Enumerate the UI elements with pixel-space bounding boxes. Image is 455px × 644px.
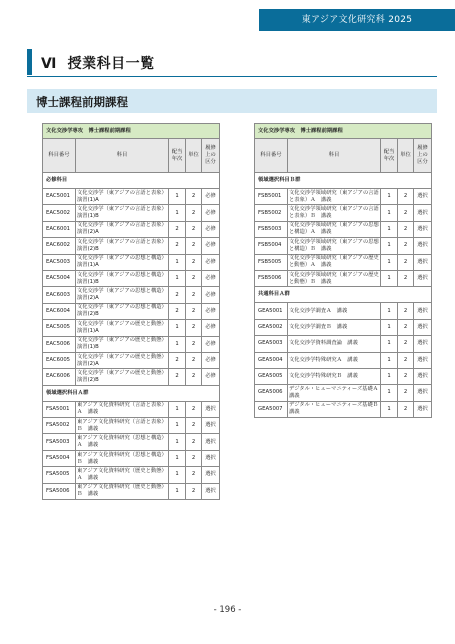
- course-units: 2: [186, 287, 202, 303]
- table-row: [255, 401, 432, 417]
- chapter-number: Ⅵ: [41, 56, 57, 72]
- course-code: FSA5005: [43, 467, 76, 483]
- course-name: 文化交渉学（東アジアの思想と構造）演習(1)A: [76, 254, 169, 270]
- course-year: 1: [169, 336, 186, 352]
- table-row: [43, 303, 220, 319]
- course-year: 1: [169, 418, 186, 434]
- table-title-row: [255, 124, 432, 139]
- course-code: EAC6005: [43, 352, 76, 368]
- course-year: 1: [381, 221, 398, 237]
- course-name: 文化交渉学領域研究（東アジアの思想と構造）Ｂ 講義: [288, 238, 381, 254]
- course-name: 文化交渉学（東アジアの思想と構造）演習(2)B: [76, 303, 169, 319]
- table-header-row: [255, 139, 432, 173]
- course-code: FSA5002: [43, 418, 76, 434]
- table-row: [43, 270, 220, 286]
- header-category: 履修上の区分: [202, 139, 220, 173]
- course-year: 1: [169, 483, 186, 499]
- course-year: 1: [381, 189, 398, 205]
- table-row: [43, 369, 220, 385]
- course-category: 選択: [414, 336, 432, 352]
- course-category: 必修: [202, 352, 220, 368]
- table-row: [43, 352, 220, 368]
- course-name: 文化交渉学領域研究（東アジアの歴史と動態）Ｂ 講義: [288, 270, 381, 286]
- course-units: 2: [186, 434, 202, 450]
- course-units: 2: [398, 352, 414, 368]
- course-category: 選択: [414, 385, 432, 401]
- course-code: FSB5005: [255, 254, 288, 270]
- group-label: 必修科目: [43, 173, 220, 189]
- table-row: [43, 418, 220, 434]
- course-code: EAC6004: [43, 303, 76, 319]
- chapter-title: [41, 53, 155, 73]
- course-code: FSA5004: [43, 450, 76, 466]
- table-row: [255, 352, 432, 368]
- course-name: 文化交渉学特殊研究Ｂ 講義: [288, 368, 381, 384]
- course-units: 2: [398, 336, 414, 352]
- course-code: FSB5001: [255, 189, 288, 205]
- course-code: FSB5002: [255, 205, 288, 221]
- course-year: 1: [381, 352, 398, 368]
- table-row: [255, 254, 432, 270]
- course-units: 2: [186, 221, 202, 237]
- course-name: デジタル・ヒューマニティーズ基礎Ｂ 講義: [288, 401, 381, 417]
- course-name: 文化交渉学領域研究（東アジアの思想と構造）Ａ 講義: [288, 221, 381, 237]
- course-name: 文化交渉学（東アジアの思想と構造）演習(2)A: [76, 287, 169, 303]
- course-year: 1: [169, 254, 186, 270]
- section-heading: [27, 89, 437, 113]
- course-code: EAC5002: [43, 205, 76, 221]
- course-units: 2: [186, 205, 202, 221]
- course-category: 必修: [202, 205, 220, 221]
- course-name: 文化交渉学特殊研究Ａ 講義: [288, 352, 381, 368]
- table-row: [43, 434, 220, 450]
- course-year: 1: [169, 270, 186, 286]
- course-year: 1: [381, 336, 398, 352]
- table-row: [43, 450, 220, 466]
- course-code: EAC5005: [43, 320, 76, 336]
- course-category: 必修: [202, 189, 220, 205]
- course-category: 必修: [202, 303, 220, 319]
- course-category: 選択: [202, 450, 220, 466]
- table-row: [255, 205, 432, 221]
- course-units: 2: [186, 303, 202, 319]
- course-code: EAC5003: [43, 254, 76, 270]
- course-code: FSA5001: [43, 401, 76, 417]
- table-row: [255, 385, 432, 401]
- course-units: 2: [398, 401, 414, 417]
- chapter-underline: [27, 76, 437, 77]
- header-name: 科目: [288, 139, 381, 173]
- course-category: 必修: [202, 287, 220, 303]
- course-year: 1: [169, 401, 186, 417]
- section-title: 博士課程前期課程: [36, 95, 128, 109]
- course-code: GEA5007: [255, 401, 288, 417]
- course-name: 文化交渉学（東アジアの歴史と動態）演習(1)A: [76, 320, 169, 336]
- course-category: 選択: [202, 434, 220, 450]
- course-year: 2: [169, 238, 186, 254]
- table-row: [43, 483, 220, 499]
- course-name: 東アジア文化資料研究（思想と構造）Ｂ 講義: [76, 450, 169, 466]
- course-code: GEA5001: [255, 303, 288, 319]
- course-code: GEA5002: [255, 319, 288, 335]
- course-category: 選択: [414, 254, 432, 270]
- table-header-row: [43, 139, 220, 173]
- course-units: 2: [186, 467, 202, 483]
- course-category: 必修: [202, 270, 220, 286]
- table-title: 文化交渉学専攻 博士課程前期課程: [43, 124, 220, 139]
- table-row: [43, 189, 220, 205]
- course-category: 必修: [202, 221, 220, 237]
- group-label: 領域選択科目Ａ群: [43, 385, 220, 401]
- course-category: 選択: [202, 467, 220, 483]
- course-name: 文化交渉学（東アジアの言語と表象）演習(2)B: [76, 238, 169, 254]
- course-code: EAC6002: [43, 238, 76, 254]
- course-category: 必修: [202, 238, 220, 254]
- header-year: 配当年次: [381, 139, 398, 173]
- course-year: 1: [169, 450, 186, 466]
- course-name: 文化交渉学（東アジアの歴史と動態）演習(2)B: [76, 369, 169, 385]
- course-year: 1: [381, 270, 398, 286]
- course-units: 2: [186, 254, 202, 270]
- group-label: 領域選択科目Ｂ群: [255, 173, 432, 189]
- course-name: 東アジア文化資料研究（歴史と動態）Ｂ 講義: [76, 483, 169, 499]
- course-units: 2: [186, 320, 202, 336]
- course-category: 選択: [414, 401, 432, 417]
- course-code: EAC5001: [43, 189, 76, 205]
- course-category: 選択: [414, 205, 432, 221]
- course-units: 2: [398, 368, 414, 384]
- header-title: 東アジア文化研究科 2025: [259, 9, 455, 31]
- header-category: 履修上の区分: [414, 139, 432, 173]
- table-row: [43, 401, 220, 417]
- course-units: 2: [186, 189, 202, 205]
- course-year: 2: [169, 287, 186, 303]
- course-category: 必修: [202, 336, 220, 352]
- course-code: FSA5006: [43, 483, 76, 499]
- course-code: FSB5003: [255, 221, 288, 237]
- course-category: 選択: [414, 319, 432, 335]
- table-row: [43, 467, 220, 483]
- course-units: 2: [186, 238, 202, 254]
- table-row: [255, 303, 432, 319]
- course-units: 2: [398, 205, 414, 221]
- group-row: [43, 385, 220, 401]
- table-row: [43, 287, 220, 303]
- course-name: 文化交渉学（東アジアの言語と表象）演習(1)A: [76, 189, 169, 205]
- chapter-accent-bar: [27, 49, 32, 75]
- table-row: [43, 320, 220, 336]
- chapter-title-text: 授業科目一覧: [67, 56, 155, 72]
- course-name: 文化交渉学領域研究（東アジアの言語と表象）Ｂ 講義: [288, 205, 381, 221]
- group-row: [255, 173, 432, 189]
- course-year: 1: [381, 303, 398, 319]
- table-title-row: [43, 124, 220, 139]
- course-units: 2: [398, 189, 414, 205]
- course-units: 2: [398, 221, 414, 237]
- group-row: [255, 287, 432, 303]
- header-code: 科目番号: [43, 139, 76, 173]
- course-year: 2: [169, 303, 186, 319]
- course-category: 必修: [202, 320, 220, 336]
- course-units: 2: [398, 385, 414, 401]
- table-row: [255, 221, 432, 237]
- table-row: [43, 254, 220, 270]
- course-table-left: [42, 123, 220, 500]
- course-code: FSB5006: [255, 270, 288, 286]
- course-units: 2: [186, 270, 202, 286]
- course-year: 2: [169, 221, 186, 237]
- header-bar: [0, 0, 455, 38]
- course-year: 2: [169, 352, 186, 368]
- course-units: 2: [186, 450, 202, 466]
- course-name: 文化交渉学（東アジアの言語と表象）演習(2)A: [76, 221, 169, 237]
- course-units: 2: [186, 483, 202, 499]
- course-name: 文化交渉学領域研究（東アジアの歴史と動態）Ａ 講義: [288, 254, 381, 270]
- group-label: 共通科目Ａ群: [255, 287, 432, 303]
- course-name: デジタル・ヒューマニティーズ基礎Ａ 講義: [288, 385, 381, 401]
- course-year: 1: [169, 189, 186, 205]
- course-year: 1: [169, 320, 186, 336]
- course-category: 選択: [414, 189, 432, 205]
- page-number: - 196 -: [213, 605, 242, 615]
- course-name: 文化交渉学調査Ｂ 講義: [288, 319, 381, 335]
- course-name: 文化交渉学資料調査論 講義: [288, 336, 381, 352]
- course-name: 東アジア文化資料研究（言語と表象）Ｂ 講義: [76, 418, 169, 434]
- course-code: GEA5003: [255, 336, 288, 352]
- course-code: FSA5003: [43, 434, 76, 450]
- course-category: 選択: [414, 368, 432, 384]
- course-year: 1: [381, 368, 398, 384]
- course-year: 1: [381, 254, 398, 270]
- course-units: 2: [186, 352, 202, 368]
- course-name: 東アジア文化資料研究（歴史と動態）Ａ 講義: [76, 467, 169, 483]
- course-year: 2: [169, 369, 186, 385]
- course-year: 1: [169, 434, 186, 450]
- table-row: [43, 205, 220, 221]
- header-units: 単位: [398, 139, 414, 173]
- course-category: 選択: [414, 352, 432, 368]
- course-name: 文化交渉学（東アジアの歴史と動態）演習(2)A: [76, 352, 169, 368]
- table-row: [255, 270, 432, 286]
- course-year: 1: [381, 401, 398, 417]
- course-code: FSB5004: [255, 238, 288, 254]
- table-row: [43, 336, 220, 352]
- course-code: EAC6001: [43, 221, 76, 237]
- course-units: 2: [398, 303, 414, 319]
- header-code: 科目番号: [255, 139, 288, 173]
- course-units: 2: [398, 270, 414, 286]
- course-category: 選択: [414, 303, 432, 319]
- course-code: EAC5004: [43, 270, 76, 286]
- table-row: [43, 221, 220, 237]
- course-units: 2: [186, 369, 202, 385]
- course-category: 必修: [202, 369, 220, 385]
- course-category: 選択: [202, 418, 220, 434]
- course-code: EAC6006: [43, 369, 76, 385]
- table-row: [255, 336, 432, 352]
- course-code: EAC5006: [43, 336, 76, 352]
- course-name: 東アジア文化資料研究（思想と構造）Ａ 講義: [76, 434, 169, 450]
- course-year: 1: [169, 467, 186, 483]
- course-units: 2: [398, 319, 414, 335]
- course-name: 東アジア文化資料研究（言語と表象）Ａ 講義: [76, 401, 169, 417]
- course-name: 文化交渉学調査Ａ 講義: [288, 303, 381, 319]
- table-row: [255, 238, 432, 254]
- course-name: 文化交渉学領域研究（東アジアの言語と表象）Ａ 講義: [288, 189, 381, 205]
- course-year: 1: [169, 205, 186, 221]
- table-row: [255, 189, 432, 205]
- course-category: 選択: [414, 221, 432, 237]
- table-row: [255, 319, 432, 335]
- course-table-right: [254, 123, 432, 418]
- course-code: EAC6003: [43, 287, 76, 303]
- course-units: 2: [398, 238, 414, 254]
- table-row: [255, 368, 432, 384]
- course-year: 1: [381, 238, 398, 254]
- course-name: 文化交渉学（東アジアの思想と構造）演習(1)B: [76, 270, 169, 286]
- table-row: [43, 238, 220, 254]
- course-category: 選択: [414, 270, 432, 286]
- group-row: [43, 173, 220, 189]
- course-code: GEA5004: [255, 352, 288, 368]
- course-year: 1: [381, 385, 398, 401]
- course-units: 2: [186, 401, 202, 417]
- header-units: 単位: [186, 139, 202, 173]
- course-year: 1: [381, 205, 398, 221]
- course-code: GEA5006: [255, 385, 288, 401]
- course-name: 文化交渉学（東アジアの言語と表象）演習(1)B: [76, 205, 169, 221]
- course-units: 2: [398, 254, 414, 270]
- course-category: 選択: [202, 401, 220, 417]
- table-title: 文化交渉学専攻 博士課程前期課程: [255, 124, 432, 139]
- course-code: GEA5005: [255, 368, 288, 384]
- header-year: 配当年次: [169, 139, 186, 173]
- course-units: 2: [186, 418, 202, 434]
- course-category: 選択: [414, 238, 432, 254]
- header-name: 科目: [76, 139, 169, 173]
- chapter-heading: [27, 49, 437, 75]
- course-units: 2: [186, 336, 202, 352]
- course-category: 選択: [202, 483, 220, 499]
- course-category: 必修: [202, 254, 220, 270]
- course-name: 文化交渉学（東アジアの歴史と動態）演習(1)B: [76, 336, 169, 352]
- course-year: 1: [381, 319, 398, 335]
